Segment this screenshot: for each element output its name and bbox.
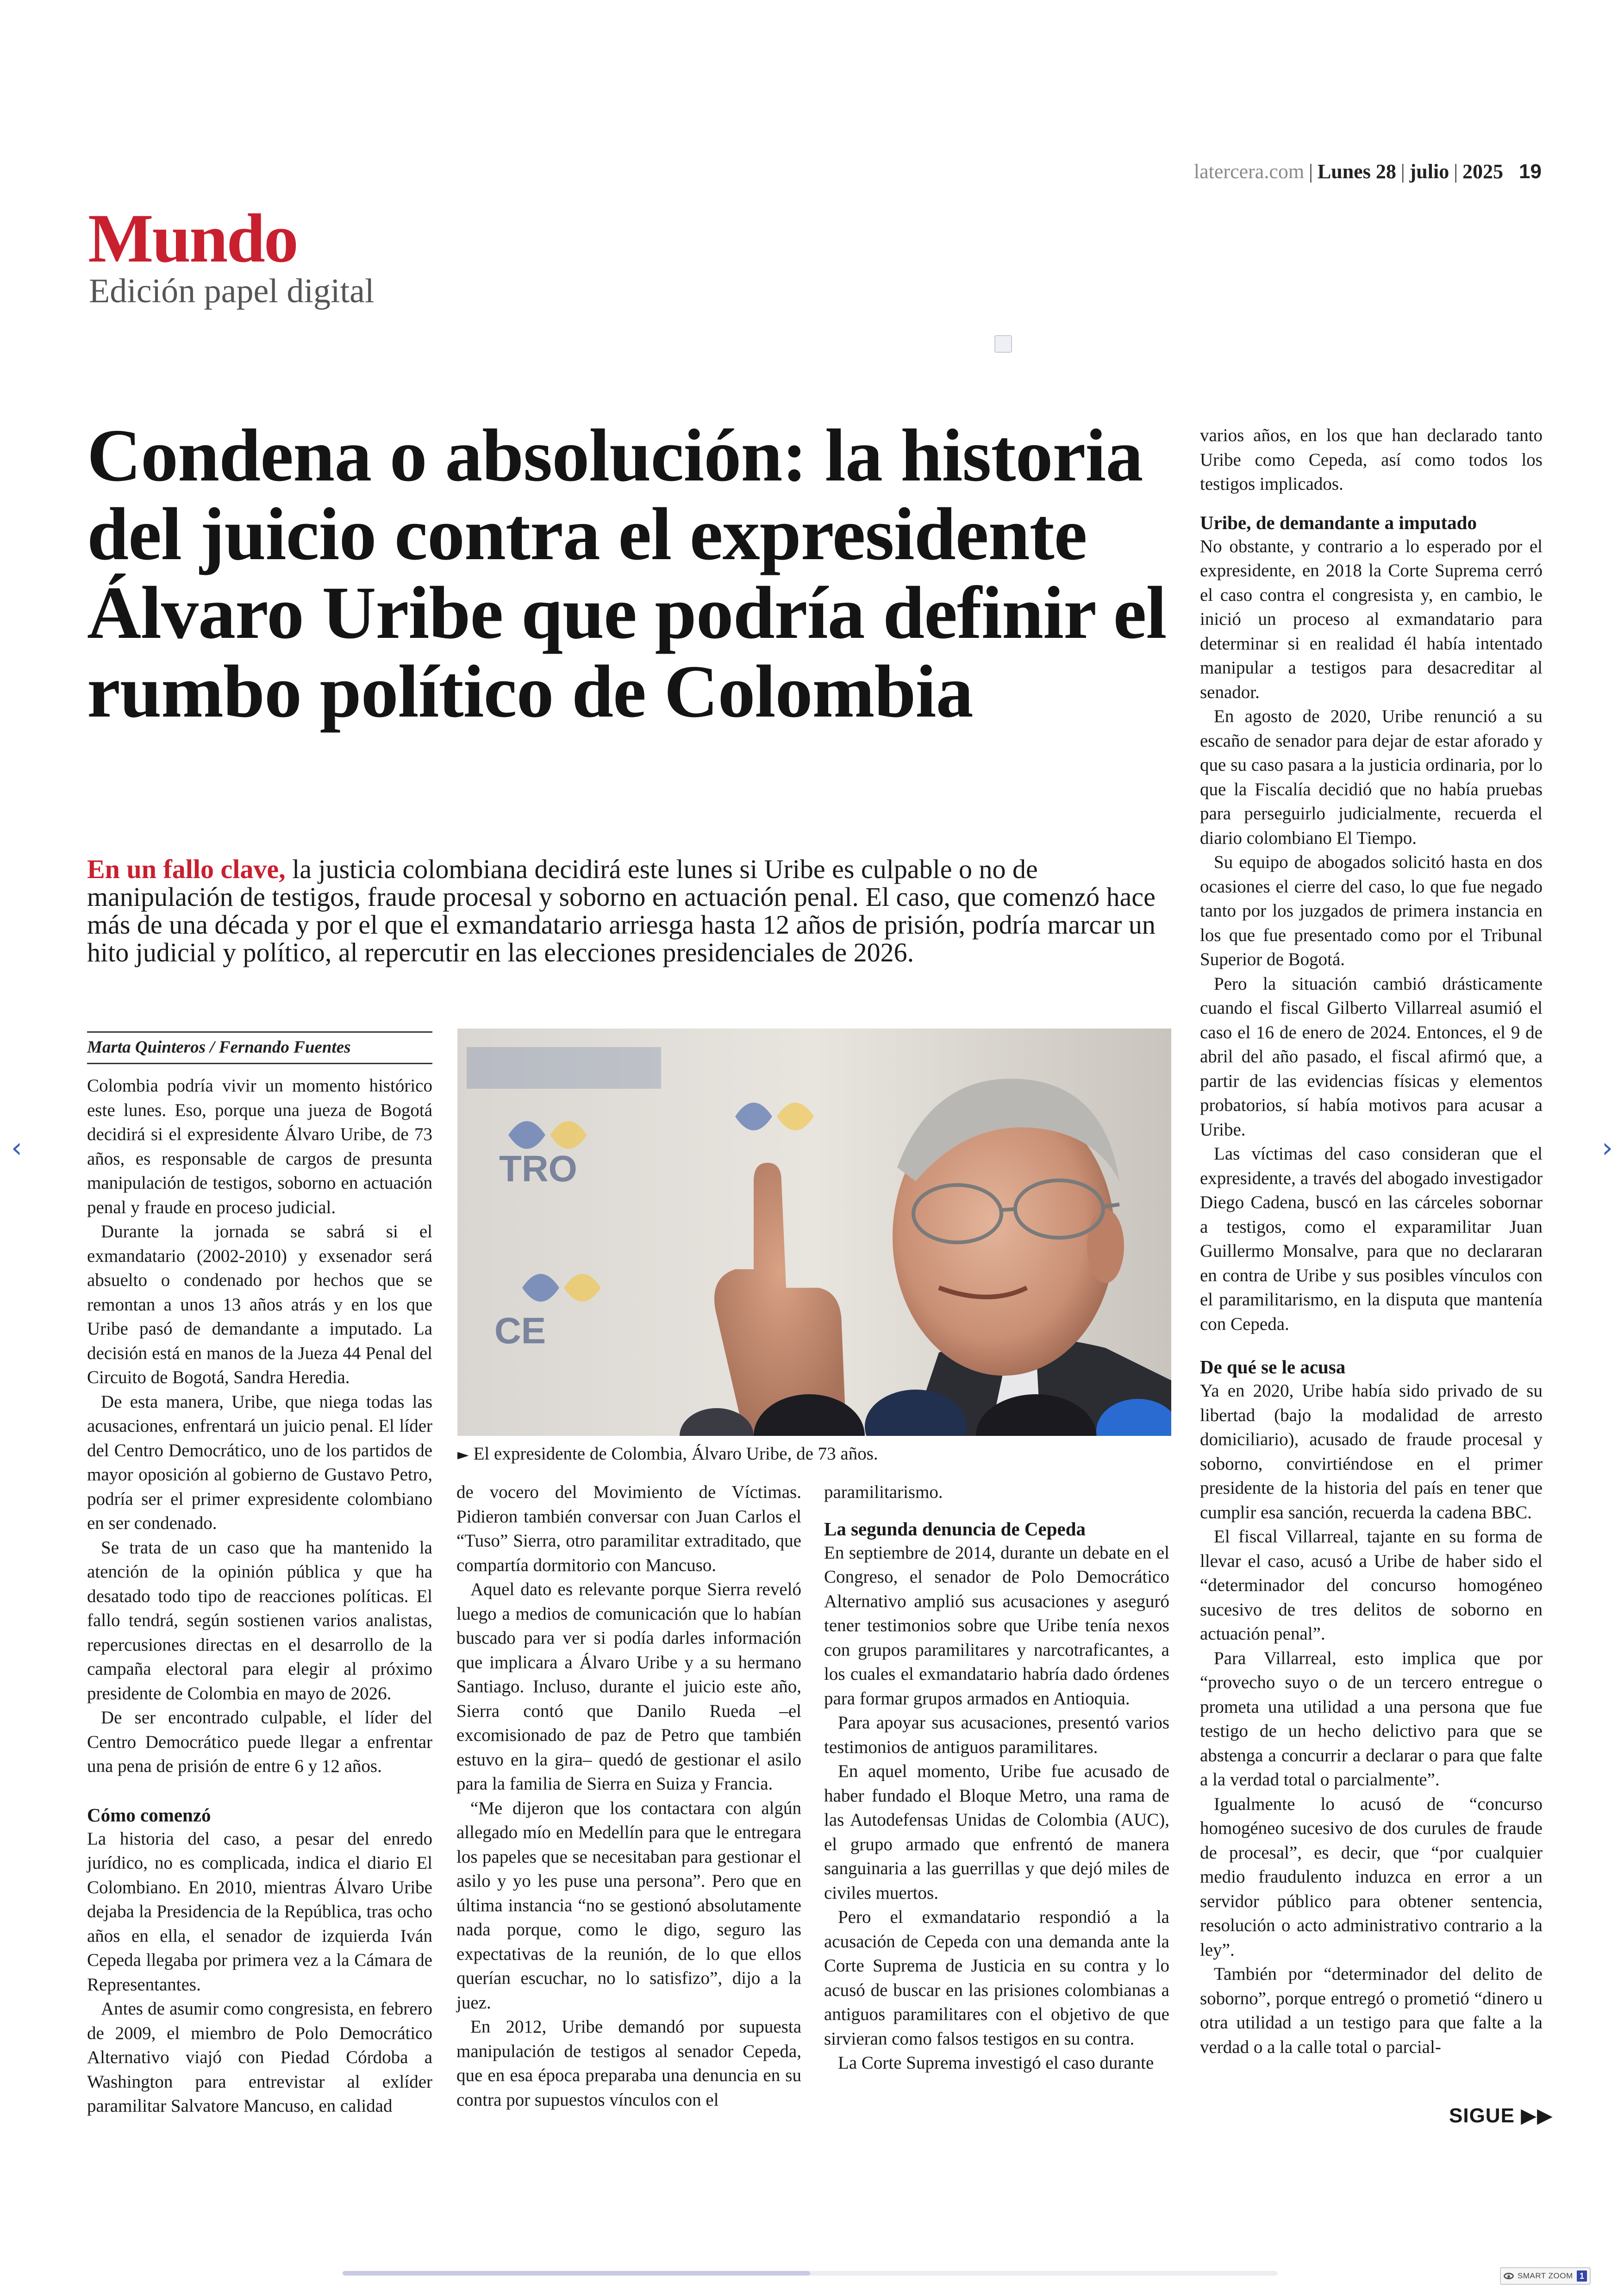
subheading-demandante-imputado: Uribe, de demandante a imputado bbox=[1200, 511, 1477, 533]
paragraph: Ya en 2020, Uribe había sido privado de su libertad (bajo la modalidad de arresto domiciliario), acusado de fraude procesal y soborno, convirtiéndose en el primer presidente de la historia del país en tener que cumplir esa sanción, recuerda la cadena BBC. bbox=[1200, 1381, 1543, 1522]
article-headline: Condena o absolución: la historia del juicio contra el expresidente Álvaro Uribe que podría definir el rumbo político de Colombia bbox=[87, 414, 1167, 733]
article-photo bbox=[457, 1029, 1171, 1436]
masthead: latercera.com | Lunes 28 | julio | 2025 19 bbox=[1193, 160, 1542, 183]
lead-text: la justicia colombiana decidirá este lunes si Uribe es culpable o no de manipulación de testigos, fraude procesal y soborno en actuación penal. El caso, que comenzó hace más de una década y por el que el exmandatario arriesga hasta 12 años de prisión, podría marcar un hito judicial y político, al repercutir en las elecciones presidenciales de 2026. bbox=[87, 854, 1156, 967]
smart-zoom-label: SMART ZOOM bbox=[1518, 2271, 1573, 2280]
article-column-2 bbox=[456, 1480, 801, 2112]
subheading-segunda-denuncia: La segunda denuncia de Cepeda bbox=[824, 1518, 1086, 1540]
article-column-1 bbox=[87, 1074, 432, 2119]
previous-page-icon[interactable]: ‹ bbox=[11, 1132, 22, 1164]
eye-icon bbox=[1504, 2273, 1514, 2279]
caption-text: El expresidente de Colombia, Álvaro Uribe, de 73 años. bbox=[473, 1444, 878, 1464]
paragraph: Durante la jornada se sabrá si el exmandatario (2002-2010) y exsenador será absuelto o condenado por hechos que se remontan a unos 13 años atrás y en los que Uribe pasó de demandante a imputado. La decisión está en manos de la Jueza 44 Penal del Circuito de Bogotá, Sandra Heredia. bbox=[87, 1222, 432, 1387]
subheading-como-comenzo: Cómo comenzó bbox=[87, 1804, 211, 1826]
subheading-de-que-se-le-acusa: De qué se le acusa bbox=[1200, 1356, 1346, 1378]
byline: Marta Quinteros / Fernando Fuentes bbox=[87, 1031, 432, 1064]
paragraph: En septiembre de 2014, durante un debate en el Congreso, el senador de Polo Democrático Alternativo amplió sus acusaciones y aseguró tener testimonios sobre que Uribe tenía nexos con grupos paramilitares y narcotraficantes, a los cuales el exmandatario habría dado órdenes para formar grupos armados en Antioquia. bbox=[824, 1542, 1169, 1709]
article-lead bbox=[87, 855, 1180, 967]
paragraph: La Corte Suprema investigó el caso durante bbox=[838, 2053, 1154, 2073]
paragraph: La historia del caso, a pesar del enredo jurídico, no es complicada, indica el diario El Colombiano. En 2010, mientras Álvaro Uribe dejaba la Presidencia de la República, tras ocho años en ella, el senador de izquierda Iván Cepeda llegaba por primera vez a la Cámara de Representantes. bbox=[87, 1828, 432, 1995]
paragraph: Las víctimas del caso consideran que el expresidente, a través del abogado investigador Diego Cadena, buscó en las cárceles sobornar a testigos, como el exparamilitar Juan Guillermo Monsalve, para que no declararan en contra de Uribe y sus posibles vínculos con el paramilitarismo, en la disputa que mantenía con Cepeda. bbox=[1200, 1144, 1543, 1334]
page-progress-fill bbox=[343, 2271, 810, 2276]
paragraph: También por “determinador del delito de soborno”, porque entregó o prometió “dinero u otra utilidad a un testigo para que falte a la verdad o a la calle total o parcial- bbox=[1200, 1964, 1543, 2057]
next-page-icon[interactable]: › bbox=[1602, 1132, 1613, 1164]
section-title: Mundo bbox=[88, 200, 297, 277]
section-subtitle: Edición papel digital bbox=[89, 272, 375, 310]
paragraph: No obstante, y contrario a lo esperado por el expresidente, en 2018 la Corte Suprema cerró el caso contra el congresista y, en cambio, le inició un proceso al exmandatario para determinar si en realidad él había intentado manipular a testigos para desacreditar al senador. bbox=[1200, 536, 1543, 702]
paragraph: varios años, en los que han declarado tanto Uribe como Cepeda, así como todos los testigos implicados. bbox=[1200, 425, 1543, 494]
smart-zoom-button[interactable] bbox=[1500, 2267, 1591, 2285]
paragraph: Su equipo de abogados solicitó hasta en dos ocasiones el cierre del caso, lo que fue negado tanto por los juzgados de primera instancia en los que fue presentado como por el Tribunal Superior de Bogotá. bbox=[1200, 852, 1543, 969]
site-name: latercera.com bbox=[1193, 160, 1305, 183]
paragraph: Pero la situación cambió drásticamente cuando el fiscal Gilberto Villarreal asumió el caso el 16 de enero de 2024. Entonces, el 9 de abril del año pasado, el fiscal afirmó que, a partir de las evidencias físicas y elementos probatorios, sí había motivos para acusar a Uribe. bbox=[1200, 973, 1543, 1140]
paragraph: Colombia podría vivir un momento histórico este lunes. Eso, porque una jueza de Bogotá decidirá si el expresidente Álvaro Uribe, de 73 años, es responsable de cargos de presunta manipulación de testigos, soborno en actuación penal y fraude en proceso judicial. bbox=[87, 1076, 432, 1217]
paragraph: Igualmente lo acusó de “concurso homogéneo sucesivo de dos curules de fraude de procesal”, es decir, que “por cualquier medio fraudulento induzca en error a un servidor público para obtener sentencia, resolución o acto administrativo contrario a la ley”. bbox=[1200, 1794, 1543, 1960]
caption-triangle-icon: ► bbox=[457, 1446, 469, 1463]
paragraph: paramilitarismo. bbox=[824, 1482, 943, 1502]
paragraph: De ser encontrado culpable, el líder del Centro Democrático puede llegar a enfrentar una pena de prisión de entre 6 y 12 años. bbox=[87, 1708, 432, 1776]
article-column-3 bbox=[824, 1480, 1169, 2076]
svg-text:CE: CE bbox=[494, 1310, 546, 1351]
lead-kicker: En un fallo clave, bbox=[87, 854, 286, 884]
paragraph: En 2012, Uribe demandó por supuesta manipulación de testigos al senador Cepeda, que en esa época preparaba una denuncia en su contra por supuestos vínculos con el bbox=[456, 2017, 801, 2110]
paragraph: Pero el exmandatario respondió a la acusación de Cepeda con una demanda ante la Corte Suprema de Justicia en su contra y lo acusó de buscar en las prisiones colombianas a antiguos paramilitares con el objetivo de que sirvieran como falsos testigos en su contra. bbox=[824, 1907, 1169, 2049]
paragraph: Para apoyar sus acusaciones, presentó varios testimonios de antiguos paramilitares. bbox=[824, 1713, 1169, 1757]
paragraph: de vocero del Movimiento de Víctimas. Pidieron también conversar con Juan Carlos el “Tuso” Sierra, otro paramilitar extraditado, que compartía dormitorio con Mancuso. bbox=[456, 1482, 801, 1575]
paragraph: En aquel momento, Uribe fue acusado de haber fundado el Bloque Metro, una rama de las Autodefensas Unidas de Colombia (AUC), el grupo armado que enfrentó de manera sanguinaria a las guerrillas y que dejó miles de civiles muertos. bbox=[824, 1761, 1169, 1903]
paragraph: Aquel dato es relevante porque Sierra reveló luego a medios de comunicación que lo habían buscado para ver si podía darles información que implicara a Álvaro Uribe y a su hermano Santiago. Incluso, durante el juicio este año, Sierra contó que Danilo Rueda –el excomisionado de paz de Petro que también estuvo en la gira– quedó de gestionar el asilo para la familia de Sierra en Suiza y Francia. bbox=[456, 1579, 801, 1794]
page-number: 19 bbox=[1519, 160, 1542, 183]
zoom-level-badge: 1 bbox=[1577, 2270, 1587, 2282]
paragraph: En agosto de 2020, Uribe renunció a su escaño de senador para dejar de estar aforado y que su caso pasara a la justicia ordinaria, por lo que la Fiscalía decidió que no había pruebas para perseguirlo judicialmente, recuerda el diario colombiano El Tiempo. bbox=[1200, 706, 1543, 848]
article-column-4 bbox=[1200, 424, 1543, 2059]
paragraph: Para Villarreal, esto implica que por “provecho suyo o de un tercero entregue o prometa una utilidad a una persona que fue testigo de un hecho delictivo para que se abstenga a concurrir a declarar o para que falte a la verdad total o parcialmente”. bbox=[1200, 1648, 1543, 1790]
paragraph: El fiscal Villarreal, tajante en su forma de llevar el caso, acusó a Uribe de haber sido el “determinador del concurso homogéneo sucesivo de tres delitos de soborno en actuación penal”. bbox=[1200, 1527, 1543, 1644]
paragraph: “Me dijeron que los contactara con algún allegado mío en Medellín para que le entregara los papeles que se necesitaban para gestionar el asilo y yo les puse una persona”. Pero que en última instancia “no se gestionó absolutamente nada porque, como le digo, seguro las expectativas de la reunión, de lo que ellos querían escuchar, no lo satisfizo”, dijo a la juez. bbox=[456, 1798, 801, 2013]
paragraph: Se trata de un caso que ha mantenido la atención de la opinión pública y que ha desatado todo tipo de reacciones políticas. El fallo tendrá, según sostienen varios analistas, repercusiones directas en el desarrollo de la campaña electoral para elegir al próximo presidente de Colombia en mayo de 2026. bbox=[87, 1537, 432, 1703]
paragraph: De esta manera, Uribe, que niega todas las acusaciones, enfrentará un juicio penal. El líder del Centro Democrático, uno de los partidos de mayor oposición al gobierno de Gustavo Petro, podría ser el primer expresidente colombiano en ser condenado. bbox=[87, 1391, 432, 1533]
issue-year: 2025 bbox=[1462, 160, 1504, 183]
issue-day: Lunes 28 bbox=[1317, 160, 1396, 183]
continue-label: SIGUE ▶▶ bbox=[1449, 2104, 1553, 2127]
photo-caption bbox=[457, 1443, 1171, 1464]
svg-text:TRO: TRO bbox=[499, 1148, 577, 1189]
paragraph: Antes de asumir como congresista, en febrero de 2009, el miembro de Polo Democrático Alternativo viajó con Piedad Córdoba a Washington para entrevistar al exlíder paramilitar Salvatore Mancuso, en calidad bbox=[87, 1999, 432, 2116]
document-icon[interactable] bbox=[994, 335, 1012, 353]
page-progress-bar[interactable] bbox=[343, 2271, 1278, 2276]
issue-month: julio bbox=[1409, 160, 1449, 183]
